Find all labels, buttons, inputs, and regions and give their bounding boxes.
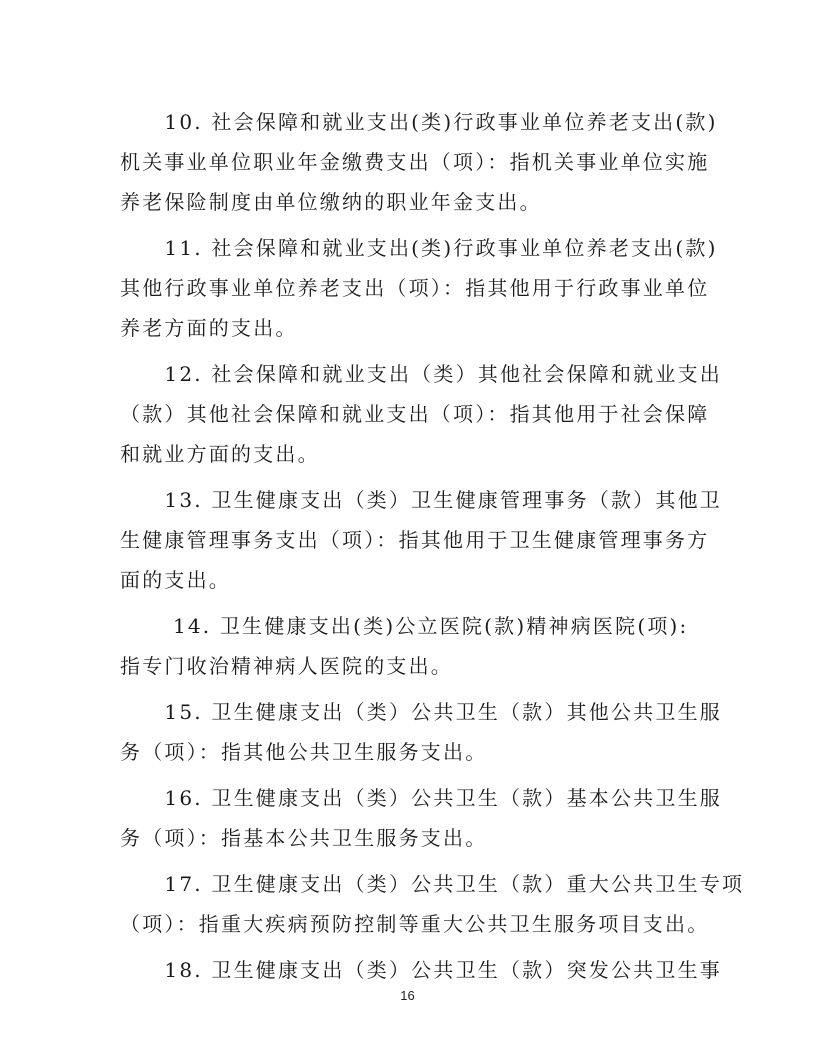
text-line: 15. 卫生健康支出（类）公共卫生（款）其他公共卫生服 bbox=[120, 700, 722, 724]
paragraph-item-10 bbox=[120, 102, 718, 222]
text-line: 12. 社会保障和就业支出（类）其他社会保障和就业支出 bbox=[120, 362, 722, 386]
text-line: 务（项）：指其他公共卫生服务支出。 bbox=[120, 740, 488, 764]
text-line: 16. 卫生健康支出（类）公共卫生（款）基本公共卫生服 bbox=[120, 786, 722, 810]
text-line: 指专门收治精神病人医院的支出。 bbox=[120, 654, 453, 678]
text-line: 机关事业单位职业年金缴费支出（项）：指机关事业单位实施 bbox=[120, 150, 710, 174]
text-line: 17. 卫生健康支出（类）公共卫生（款）重大公共卫生专项 bbox=[120, 872, 745, 896]
paragraph-item-14 bbox=[120, 606, 697, 686]
page-number: 16 bbox=[400, 988, 415, 1003]
text-line: 10. 社会保障和就业支出(类)行政事业单位养老支出(款) bbox=[120, 110, 718, 134]
paragraph-item-13 bbox=[120, 480, 722, 600]
text-line: 面的支出。 bbox=[120, 568, 231, 592]
text-line: 11. 社会保障和就业支出(类)行政事业单位养老支出(款) bbox=[120, 236, 718, 260]
paragraph-item-12 bbox=[120, 354, 722, 474]
text-line: 务（项）：指基本公共卫生服务支出。 bbox=[120, 826, 488, 850]
text-line: 14. 卫生健康支出(类)公立医院(款)精神病医院(项): bbox=[120, 614, 689, 638]
text-line: 和就业方面的支出。 bbox=[120, 442, 320, 466]
document-body bbox=[120, 102, 745, 996]
paragraph-item-16 bbox=[120, 778, 722, 858]
text-line: 养老保险制度由单位缴纳的职业年金支出。 bbox=[120, 190, 542, 214]
text-line: （项）：指重大疾病预防控制等重大公共卫生服务项目支出。 bbox=[120, 912, 710, 936]
text-line: 18. 卫生健康支出（类）公共卫生（款）突发公共卫生事 bbox=[120, 958, 722, 982]
paragraph-item-18 bbox=[120, 950, 722, 990]
paragraph-item-17 bbox=[120, 864, 745, 944]
text-line: 13. 卫生健康支出（类）卫生健康管理事务（款）其他卫 bbox=[120, 488, 722, 512]
text-line: （款）其他社会保障和就业支出（项）：指其他用于社会保障 bbox=[120, 402, 710, 426]
text-line: 其他行政事业单位养老支出（项）：指其他用于行政事业单位 bbox=[120, 276, 710, 300]
paragraph-item-11 bbox=[120, 228, 718, 348]
text-line: 生健康管理事务支出（项）：指其他用于卫生健康管理事务方 bbox=[120, 528, 710, 552]
text-line: 养老方面的支出。 bbox=[120, 316, 298, 340]
paragraph-item-15 bbox=[120, 692, 722, 772]
